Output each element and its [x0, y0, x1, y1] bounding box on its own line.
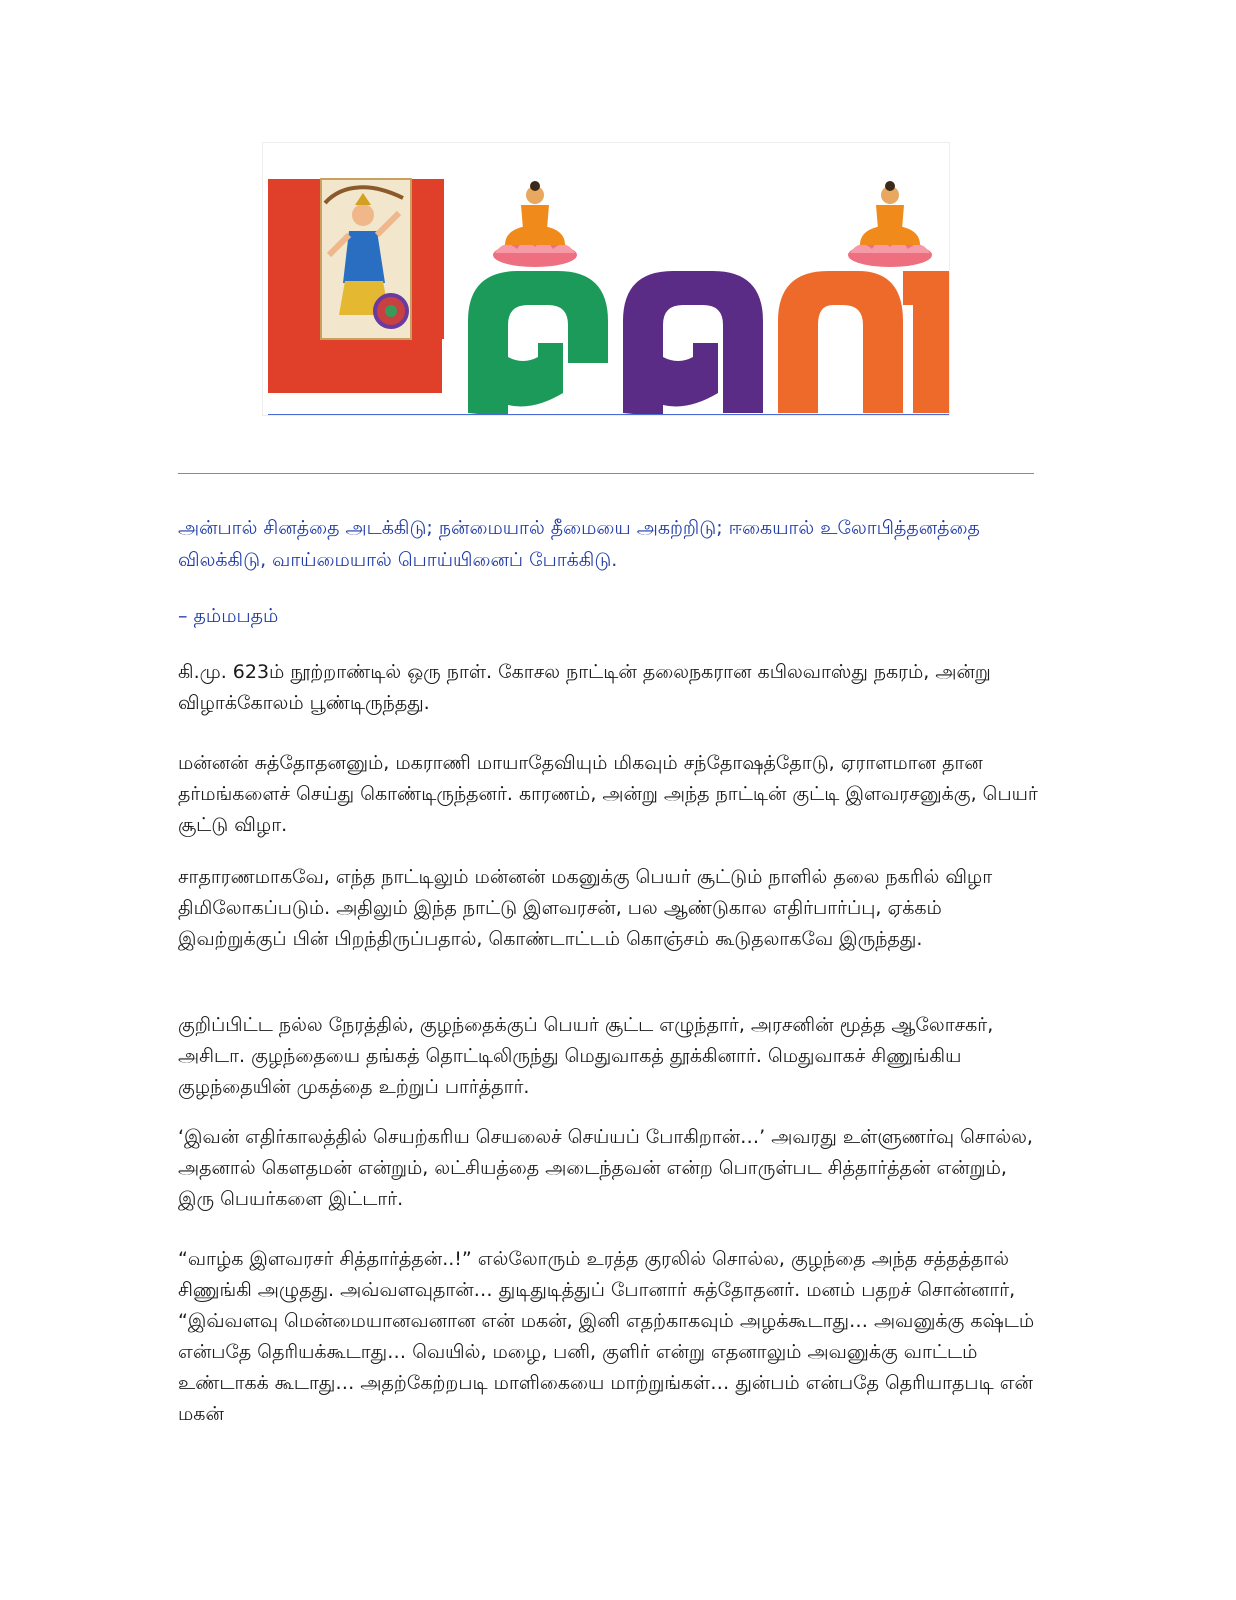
prince-siddhartha-illustration [321, 179, 411, 339]
orange-letter-thaa [778, 271, 950, 413]
paragraph: கி.மு. 623ம் நூற்றாண்டில் ஒரு நாள். கோசல நாட்டின் தலைநகரான கபிலவாஸ்து நகரம், அன்று விழாக்கோலம் பூண்டிருந்தது. [178, 661, 991, 714]
title-banner [262, 142, 950, 416]
horizontal-divider [178, 473, 1034, 474]
paragraph: ‘இவன் எதிர்காலத்தில் செயற்கரிய செயலைச் செய்யப் போகிறான்…’ அவரது உள்ளுணர்வு சொல்ல, அதனால் கௌதமன் என்றும், லட்சியத்தை அடைந்தவன் என்ற பொருள்பட சித்தார்த்தன் என்றும், இரு பெயர்களை இட்டார். [178, 1126, 1033, 1210]
seated-buddha-right [848, 181, 932, 267]
epigraph-quote: அன்பால் சினத்தை அடக்கிடு; நன்மையால் தீமையை அகற்றிடு; ஈகையால் உலோபித்தனத்தை விலக்கிடு, வாய்மையால் பொய்யினைப் போக்கிடு. [178, 517, 980, 571]
epigraph-source: – தம்மபதம் [178, 605, 279, 627]
paragraph: சாதாரணமாகவே, எந்த நாட்டிலும் மன்னன் மகனுக்கு பெயர் சூட்டும் நாளில் தலை நகரில் விழா திமிலோகப்படும். அதிலும் இந்த நாட்டு இளவரசன், பல ஆண்டுகால எதிர்பார்ப்பு, ஏக்கம் இவற்றுக்குப் பின் பிறந்திருப்பதால், கொண்டாட்டம் கொஞ்சம் கூடுதலாகவே இருந்தது. [178, 866, 993, 950]
paragraph: மன்னன் சுத்தோதனனும், மகராணி மாயாதேவியும் மிகவும் சந்தோஷத்தோடு, ஏராளமான தான தர்மங்களைச் செய்து கொண்டிருந்தனர். காரணம், அன்று அந்த நாட்டின் குட்டி இளவரசனுக்கு, பெயர் சூட்டு விழா. [178, 752, 1038, 836]
purple-letter-th [623, 271, 763, 416]
paragraph: குறிப்பிட்ட நல்ல நேரத்தில், குழந்தைக்குப் பெயர் சூட்ட எழுந்தார், அரசனின் மூத்த ஆலோசகர், அசிடா. குழந்தையை தங்கத் தொட்டிலிருந்து மெதுவாகத் தூக்கினார். மெதுவாகச் சிணுங்கிய குழந்தையின் முகத்தை உற்றுப் பார்த்தார். [178, 1014, 994, 1098]
paragraph: “வாழ்க இளவரசர் சித்தார்த்தன்..!” எல்லோரும் உரத்த குரலில் சொல்ல, குழந்தை அந்த சத்தத்தால் சிணுங்கி அழுதது. அவ்வளவுதான்… துடிதுடித்துப் போனார் சுத்தோதனர். மனம் பதறச் சொன்னார், “இவ்வளவு மென்மையானவனான என் மகன், இனி எதற்காகவும் அழக்கூடாது… அவனுக்கு கஷ்டம் என்பதே தெரியக்கூடாது… வெயில், மழை, பனி, குளிர் என்று எதனாலும் அவனுக்கு வாட்டம் உண்டாகக் கூடாது… அதற்கேற்றபடி மாளிகையை மாற்றுங்கள்… துன்பம் என்பதே தெரியாதபடி என் மகன் [178, 1248, 1035, 1425]
seated-buddha-left [493, 181, 577, 267]
buddha-title-artwork [263, 143, 950, 416]
